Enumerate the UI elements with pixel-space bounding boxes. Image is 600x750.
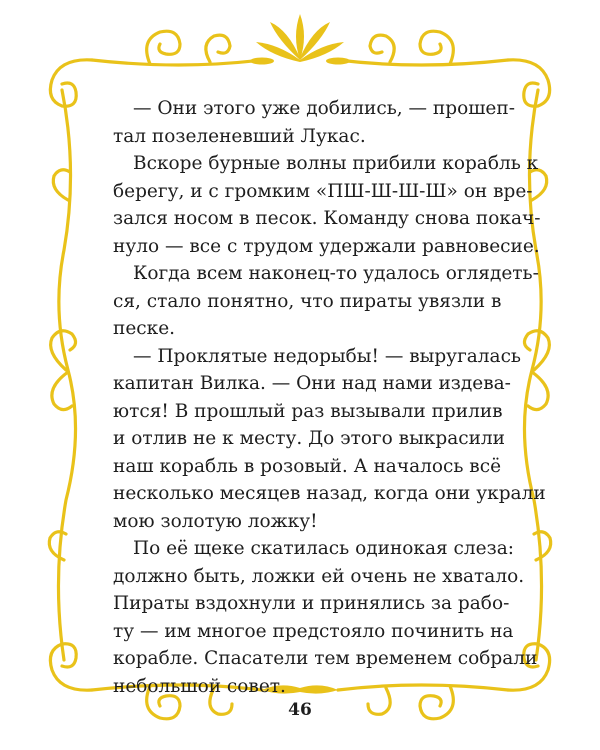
top-left-scroll: [147, 31, 180, 64]
corner-top-left: [50, 60, 92, 106]
text-line: — Проклятые недорыбы! — выругалась: [133, 345, 522, 367]
right-lower-scroll: [534, 532, 551, 560]
left-upper-scroll: [53, 170, 70, 200]
text-line: ту — им многое предстояло починить на: [113, 620, 514, 642]
corner-bottom-left: [50, 644, 92, 690]
text-line: ются! В прошлый раз вызывали прилив: [113, 400, 503, 422]
top-left-scroll-2: [206, 35, 230, 62]
text-line: берегу, и с громким «ПШ-Ш-Ш-Ш» он вре-: [113, 180, 533, 202]
paragraph: [113, 150, 541, 260]
top-right-scroll-2: [370, 35, 394, 62]
top-leaf-crest: [250, 14, 350, 65]
text-line: Вскоре бурные волны прибили корабль к: [133, 153, 539, 174]
text-line: Когда всем наконец-то удалось оглядеть-: [133, 263, 539, 284]
text-line: зался носом в песок. Команду снова покач-: [113, 208, 541, 229]
frame-left-edge: [58, 90, 75, 660]
left-lower-scroll: [49, 532, 66, 560]
text-line: и отлив не к месту. До этого выкрасили: [113, 428, 505, 449]
paragraph: [113, 95, 515, 150]
text-line: корабле. Спасатели тем временем собрали: [113, 648, 538, 669]
text-line: капитан Вилка. — Они над нами издева-: [113, 373, 511, 394]
text-line: нуло — все с трудом удержали равновесие.: [113, 235, 540, 257]
frame-right-edge: [524, 90, 541, 660]
text-line: По её щеке скатилась одинокая слеза:: [133, 538, 514, 559]
page-number: 46: [288, 700, 312, 720]
text-line: должно быть, ложки ей очень не хватало.: [113, 565, 525, 587]
text-block: [113, 95, 546, 700]
text-line: небольшой совет.: [113, 675, 286, 697]
text-line: наш корабль в розовый. А началось всё: [113, 455, 502, 477]
text-line: — Они этого уже добились, — прошеп-: [133, 98, 515, 119]
text-line: Пираты вздохнули и принялись за рабо-: [113, 593, 510, 614]
text-line: тал позеленевший Лукас.: [113, 125, 366, 147]
paragraph: [113, 260, 539, 343]
text-line: песке.: [113, 318, 176, 339]
top-right-scroll: [420, 31, 453, 64]
text-line: несколько месяцев назад, когда они украли: [113, 483, 546, 504]
text-line: ся, стало понятно, что пираты увязли в: [113, 290, 502, 312]
paragraph: [113, 535, 538, 700]
paragraph: [113, 343, 546, 536]
text-line: мою золотую ложку!: [113, 510, 318, 532]
